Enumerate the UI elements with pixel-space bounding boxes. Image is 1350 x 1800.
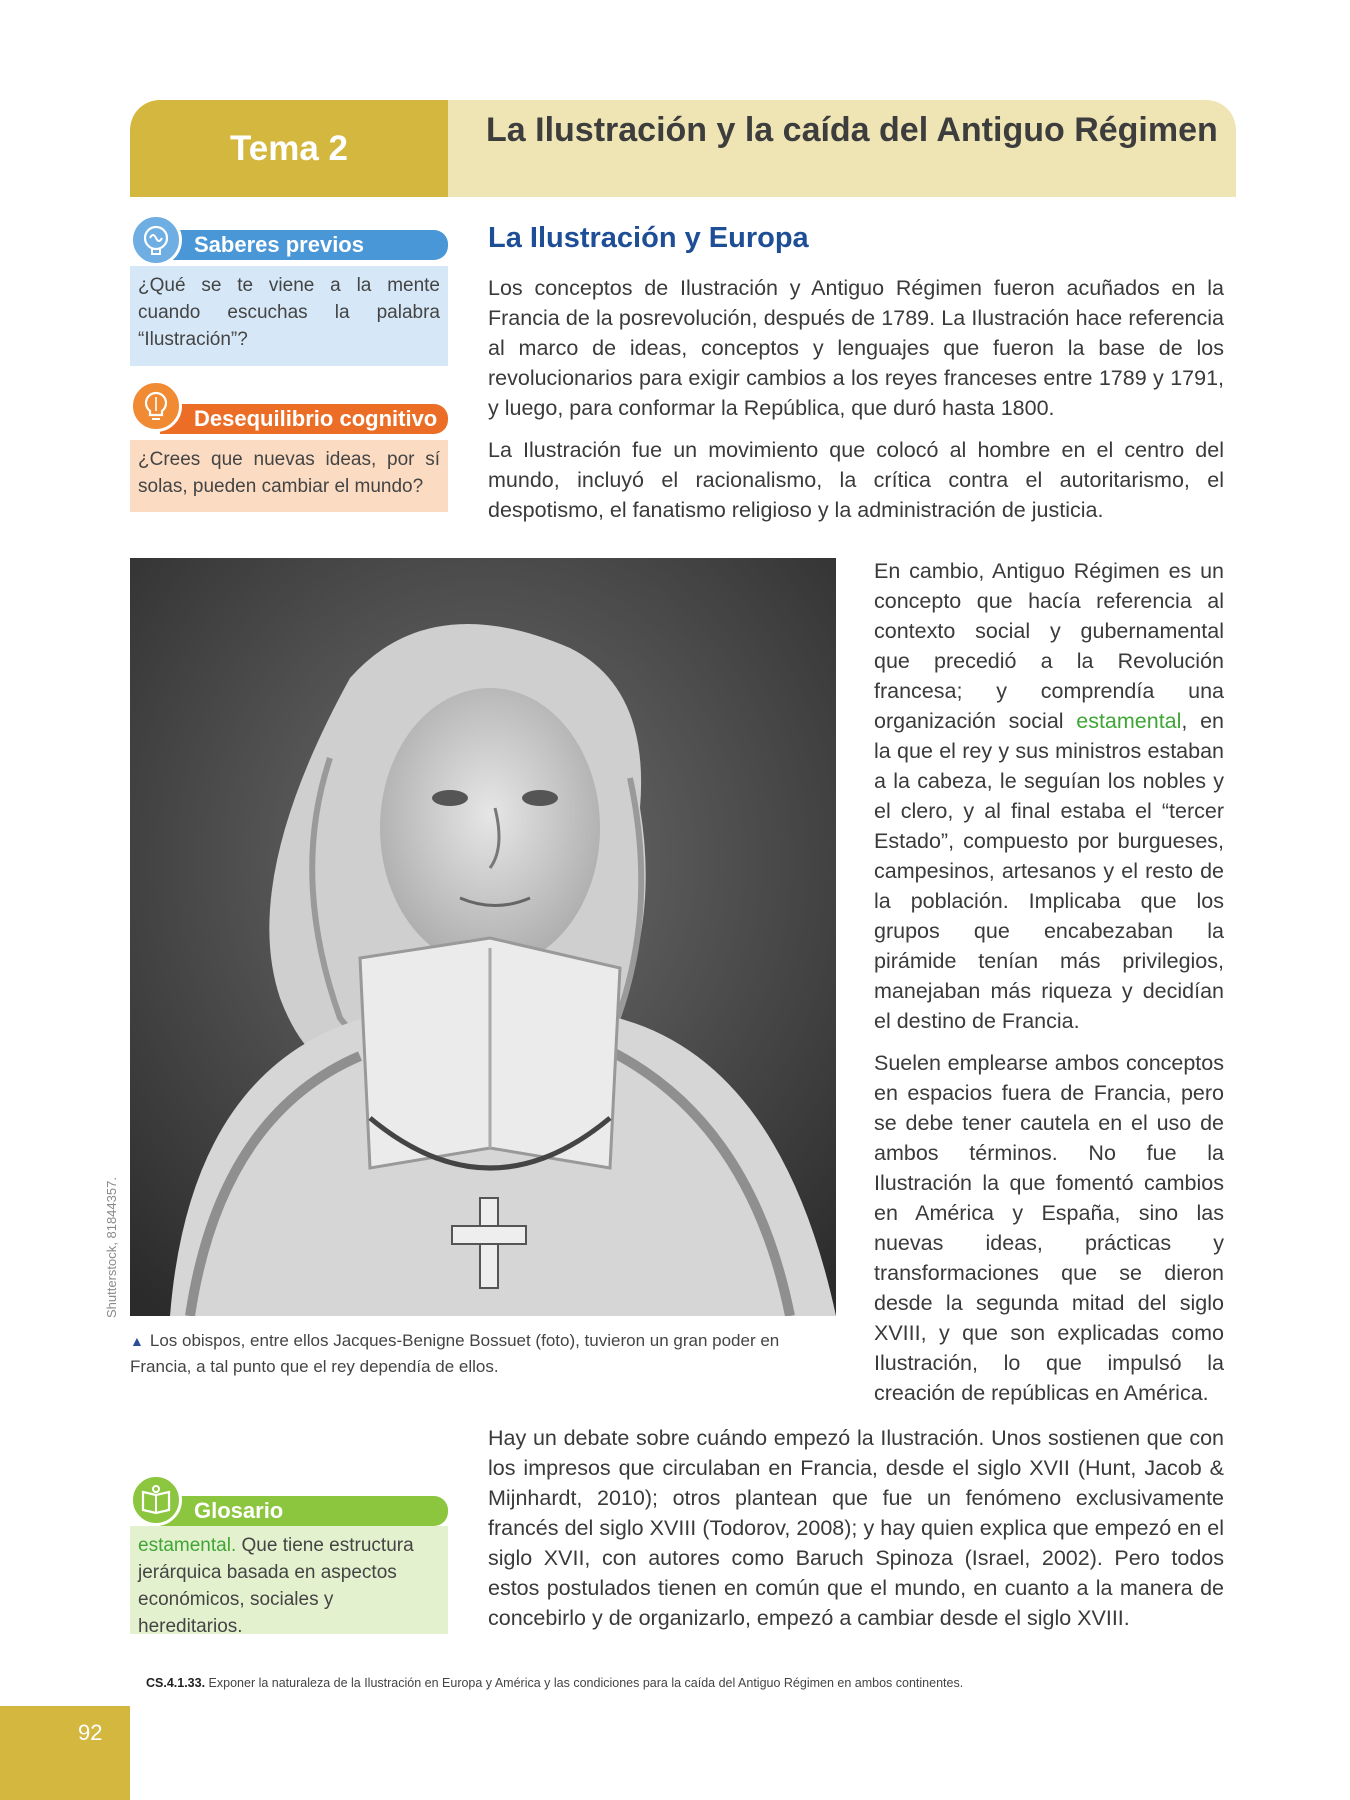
chapter-title-box — [448, 100, 1236, 197]
curriculum-footnote — [146, 1676, 963, 1690]
photo-credit: Shutterstock, 81844357. — [104, 1177, 119, 1318]
page-number-bar — [0, 1706, 130, 1800]
page-number: 92 — [78, 1720, 103, 1745]
footnote-code: CS.4.1.33. — [146, 1676, 206, 1690]
caption-text: Los obispos, entre ellos Jacques-Benigne Bossuet (foto), tuvieron un gran poder en Francia, a tal punto que el rey dependía de ellos. — [130, 1331, 780, 1376]
chapter-title: La Ilustración y la caída del Antiguo Régimen — [486, 111, 1218, 149]
brain-head-icon — [130, 214, 182, 266]
glossary-term-estamental: estamental — [1076, 709, 1182, 733]
caption-triangle-icon: ▲ — [130, 1333, 144, 1349]
desequilibrio-cognitivo-title: Desequilibrio cognitivo — [160, 404, 448, 434]
saberes-previos-title: Saberes previos — [160, 230, 448, 260]
book-icon — [130, 1474, 182, 1526]
paragraph-3 — [874, 556, 1224, 1036]
paragraph-4: Suelen emplearse ambos conceptos en espacios fuera de Francia, pero se debe tener cautela en el uso de ambos términos. No fue la Ilustración la que fomentó cambios en América y España, sino las nuevas ideas, prácticas y transformaciones que se dieron desde la segunda mitad del siglo XVIII, y que son explicadas como Ilustración, lo que impulsó la creación de repúblicas en América. — [874, 1051, 1224, 1405]
glosario-definition: Que tiene estructura jerárquica basada en aspectos económicos, sociales y hereditarios. — [138, 1535, 414, 1637]
glosario-title: Glosario — [160, 1496, 448, 1526]
footnote-text: Exponer la naturaleza de la Ilustración en Europa y América y las condiciones para la caída del Antiguo Régimen en ambos continentes. — [205, 1676, 964, 1690]
paragraph-2: La Ilustración fue un movimiento que colocó al hombre en el centro del mundo, incluyó el racionalismo, la crítica contra el autoritarismo, el despotismo, el fanatismo religioso y la administración de justicia. — [488, 438, 1224, 522]
glosario-text — [130, 1526, 448, 1637]
glosario-term: estamental. — [138, 1535, 237, 1556]
desequilibrio-cognitivo-text: ¿Crees que nuevas ideas, por sí solas, pueden cambiar el mundo? — [130, 440, 448, 512]
paragraph-1: Los conceptos de Ilustración y Antiguo Régimen fueron acuñados en la Francia de la posrevolución, después de 1789. La Ilustración hace referencia al marco de ideas, conceptos y lenguajes que fueron la base de los revolucionarios para exigir cambios a los reyes franceses entre 1789 y 1791, y luego, para conformar la República, que duró hasta 1800. — [488, 276, 1224, 420]
saberes-previos-box — [130, 214, 448, 366]
paragraph-5: Hay un debate sobre cuándo empezó la Ilustración. Unos sostienen que con los impresos que circulaban en Francia, desde el siglo XVII (Hunt, Jacob & Mijnhardt, 2010); otros plantean que fue un fenómeno exclusivamente francés del siglo XVIII (Todorov, 2008); y hay quien explica que empezó en el siglo XVII, con autores como Baruch Spinoza (Israel, 2002). Pero todos estos postulados tienen en común que el mundo, en cuanto a la manera de concebirlo y de organizarlo, empezó a cambiar desde el siglo XVIII. — [488, 1426, 1224, 1630]
glosario-box — [130, 1474, 448, 1637]
desequilibrio-cognitivo-box — [130, 380, 448, 512]
lightbulb-brain-icon — [130, 380, 182, 432]
figure-caption — [130, 1328, 836, 1379]
bossuet-portrait — [130, 558, 836, 1316]
paragraph-3-end: , en la que el rey y sus ministros estaban a la cabeza, le seguían los nobles y el clero, y al final estaba el “tercer Estado”, compuesto por burgueses, campesinos, artesanos y el resto de la población. Implicaba que los grupos que encabezaban la pirámide tenían más privilegios, manejaban más riqueza y decidían el destino de Francia. — [874, 709, 1224, 1033]
tema-label: Tema 2 — [229, 128, 349, 168]
tema-label-box — [130, 100, 448, 197]
saberes-previos-text: ¿Qué se te viene a la mente cuando escuchas la palabra “Ilustración”? — [130, 266, 448, 366]
paragraph-3-start: En cambio, Antiguo Régimen es un concepto que hacía referencia al contexto social y gubernamental que precedió a la Revolución francesa; y comprendía una organización social — [874, 559, 1224, 733]
section-title: La Ilustración y Europa — [488, 222, 809, 254]
